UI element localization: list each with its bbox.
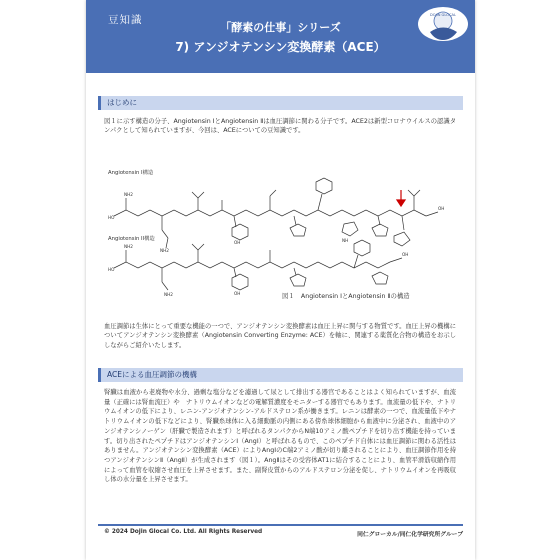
svg-text:OH: OH <box>438 206 445 211</box>
svg-text:HO: HO <box>108 267 115 272</box>
footer-company: 同仁グローカル/同仁化学研究所グループ <box>357 532 463 538</box>
structure-label-2: Angiotensin II構造 <box>108 236 155 242</box>
header-series: 「酵素の仕事」シリーズ <box>220 21 341 34</box>
intro-paragraph: 図１に示す構造の分子、Angiotensin ⅠとAngiotensin Ⅱは血圧調節に関わる分子です。ACE2は新型コロナウイルスの認識タンパクとして知られていますが、今回は、ACEについての豆知識です。 <box>104 118 456 135</box>
angiotensin-2-structure <box>104 238 456 298</box>
figure-caption: 図１ Angiotensin ⅠとAngiotensin Ⅱの構造 <box>282 293 410 300</box>
svg-text:HO: HO <box>108 215 115 220</box>
logo-text: DOJIN GLOCAL <box>429 13 457 17</box>
svg-text:OH: OH <box>402 252 409 257</box>
footer-divider <box>98 524 463 526</box>
ace-paragraph: 腎臓は血液から老廃物や水分、過剰な塩分などを濾過して尿として排出する器官であることはよく知られていますが、血流量（正確には腎血流圧）や ナトリウムイオンなどの電解質濃度をモニターする器官でもあります。血流量の低下や、ナトリウムイオンの低下により、レニン-アンジオテンシン-アルドステロン系が働きます。レニンは酵素の一つで、血流量低下やナトリウムイオンの低下などにより、腎臓糸球体に入る細動脈の内側にある傍糸球体細胞から血液中に分泌され、血液中のアンジオテンシノーゲン（肝臓で製造されます）と呼ばれるタンパクからN端10アミノ酸ペプチドを切り出す機能を持っています。切り出されたペプチドはアンジオテンシンⅠ（AngⅠ）と呼ばれるもので、このペプチド自体には血圧調節に関わる活性はありません。アンジオテンシン変換酵素（ACE）によりAngⅠのC端2アミノ酸が切り離されることにより、血圧調節作用を持つアンジオテンシンⅡ（AngⅡ）が生成されます（図１）。AngⅡはその受容体AT1に結合することにより、血管平滑筋収縮作用によって血管を収縮させ血圧を上昇させます。また、副腎皮質からのアルドステロン分泌を促し、ナトリウムイオンを再吸収し体の水分量を上昇させます。 <box>104 389 456 484</box>
header-title: 7) アンジオテンシン変換酵素（ACE） <box>175 40 386 54</box>
figure-structures <box>104 150 456 308</box>
intro-paragraph-2: 血圧調節は生体にとって重要な機能の一つで、アンジオテンシン変換酵素は血圧上昇に関与する物質です。血圧上昇の機構についてアンジオテンシン変換酵素（Angiotensin Converting Enzyme: ACE）を軸に、関連する薬質化合物の構造をお示ししながらご紹介いたします。 <box>104 323 456 349</box>
svg-text:NH: NH <box>342 238 349 243</box>
header-banner <box>86 0 475 73</box>
header-tag: 豆知識 <box>108 14 143 26</box>
svg-text:NH2: NH2 <box>164 292 173 297</box>
svg-text:OH: OH <box>234 240 241 245</box>
svg-text:NH2: NH2 <box>124 192 133 197</box>
svg-text:OH: OH <box>234 291 241 296</box>
svg-text:NH2: NH2 <box>124 244 133 249</box>
footer-copyright: © 2024 Dojin Glocal Co. Ltd. All Rights Reserved <box>104 529 263 535</box>
company-logo <box>416 5 471 47</box>
svg-text:NH2: NH2 <box>160 248 169 252</box>
section-heading-ace: ACEによる血圧調節の機構 <box>98 368 463 382</box>
document-page <box>86 0 475 560</box>
structure-label-1: Angiotensin I構造 <box>108 170 154 176</box>
section-heading-intro: はじめに <box>98 96 463 110</box>
